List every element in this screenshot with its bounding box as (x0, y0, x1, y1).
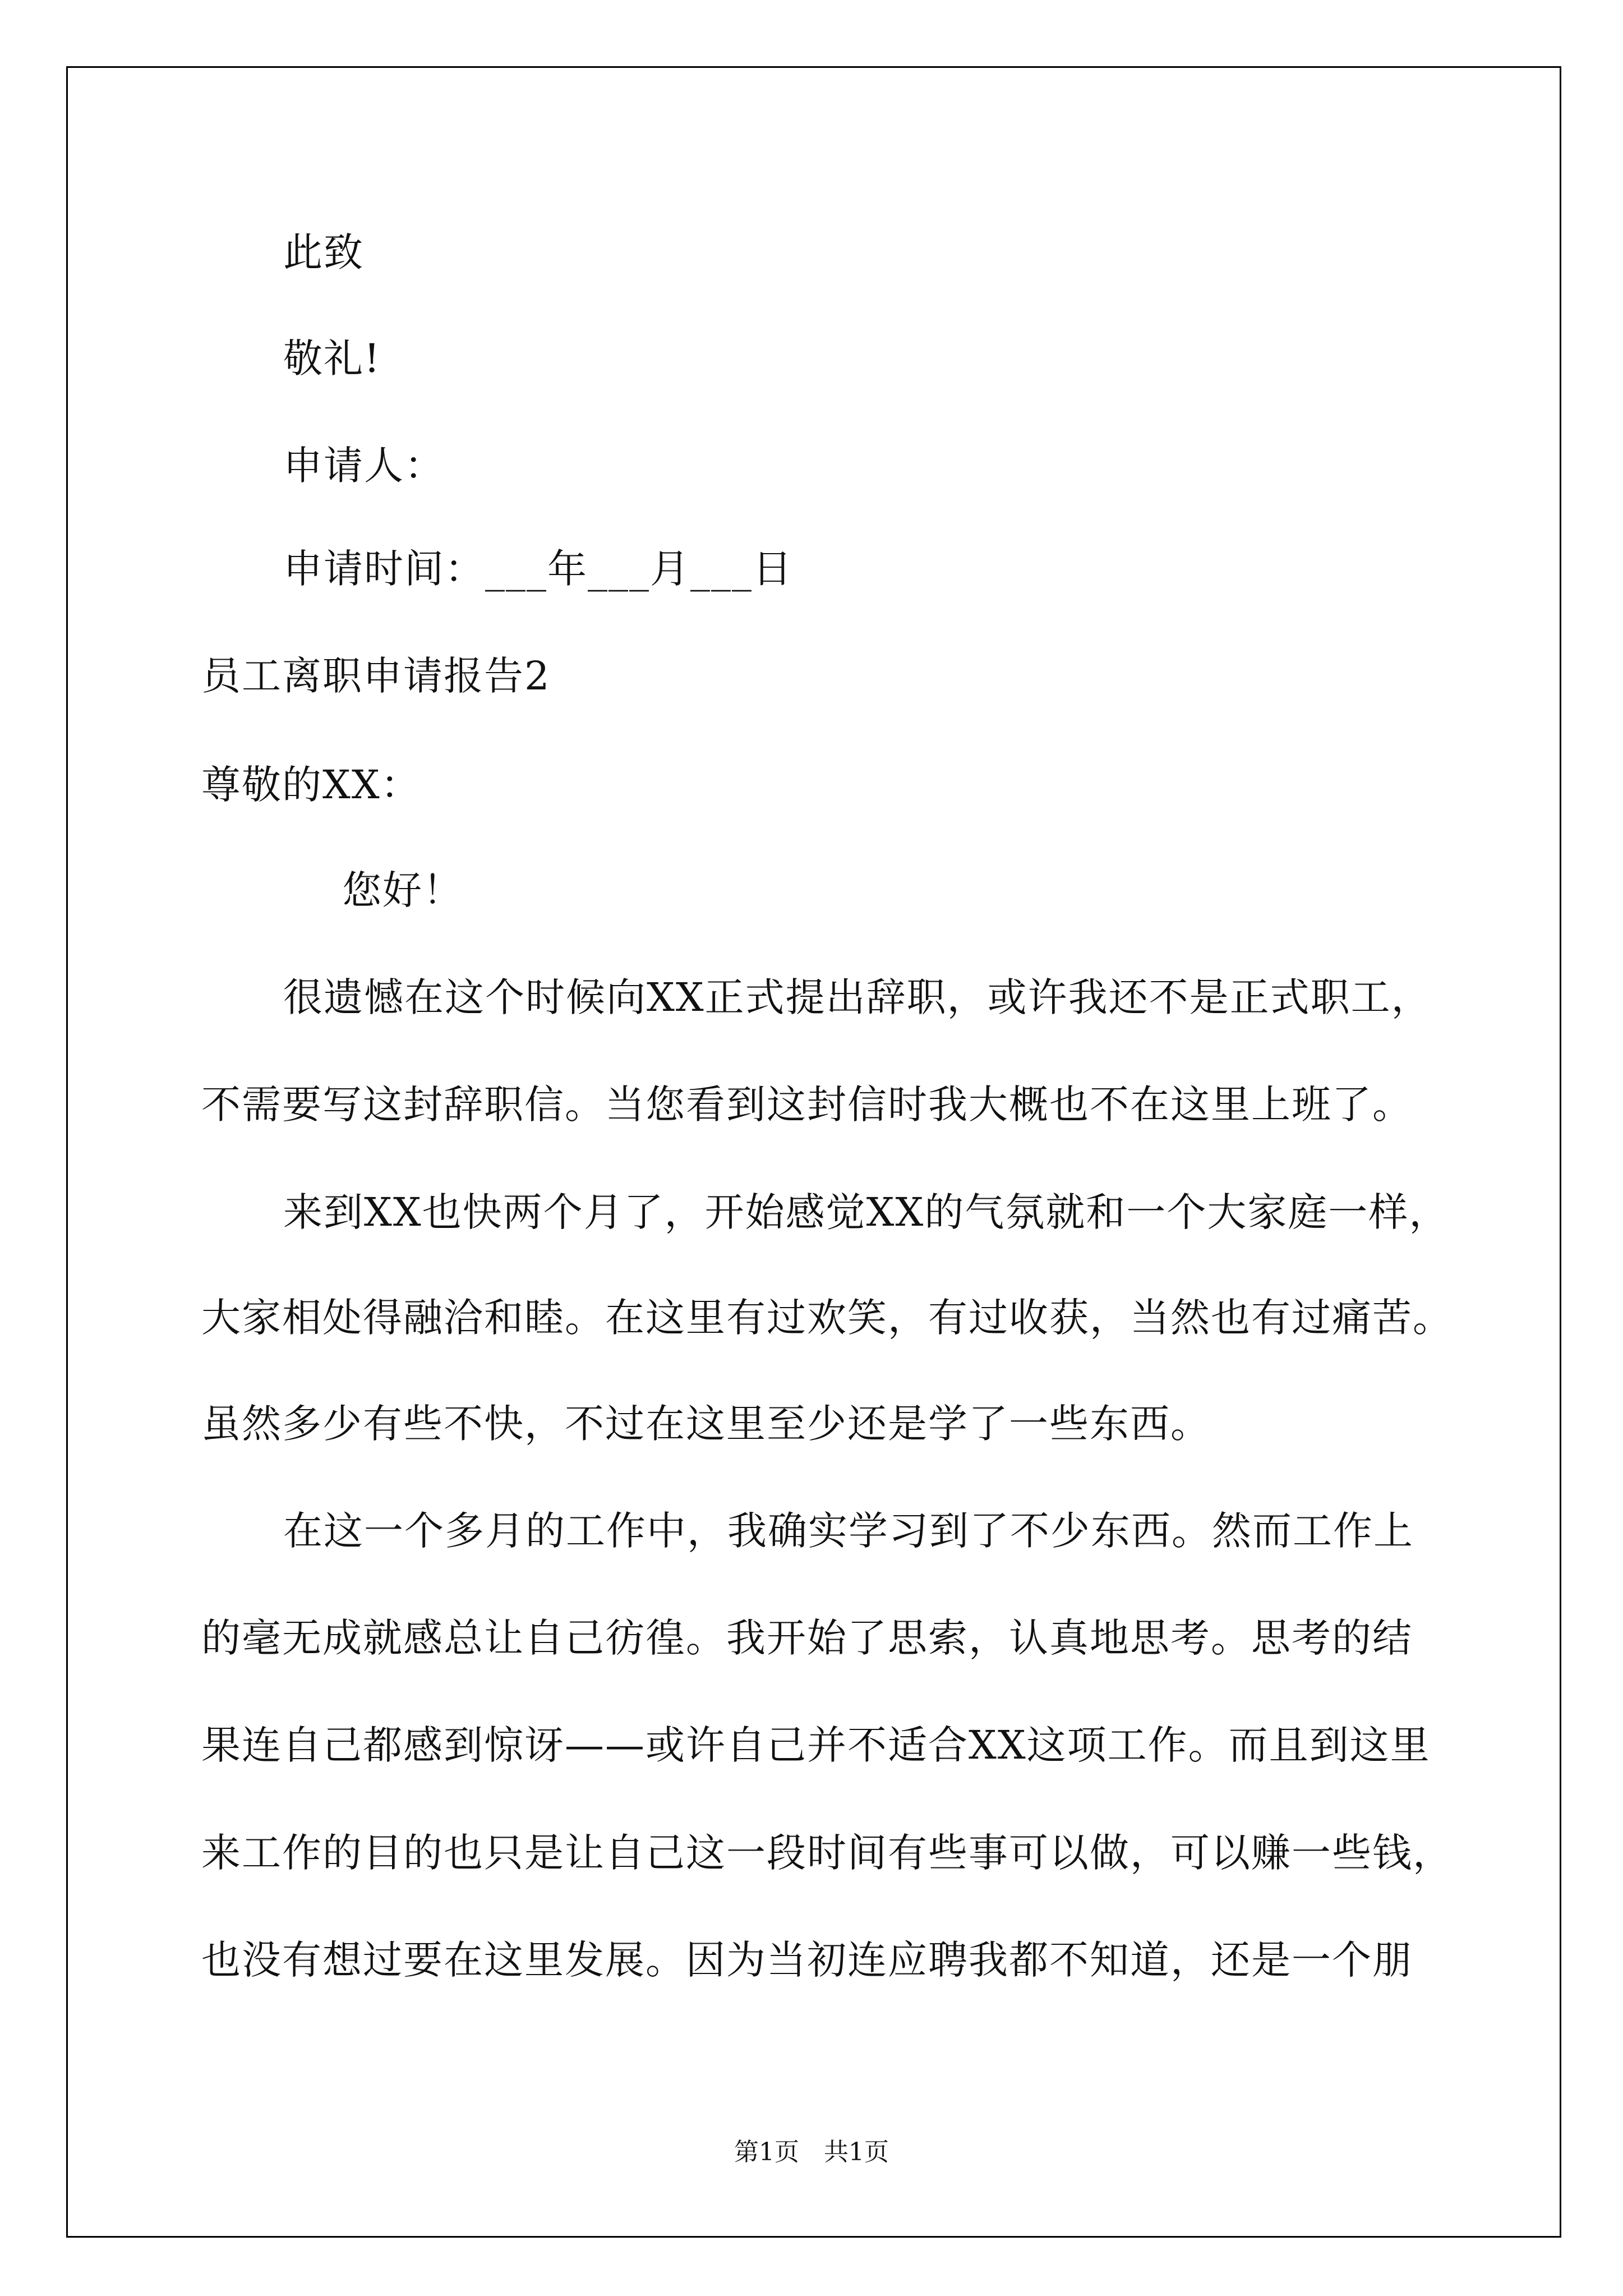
body-line: 来到XX也快两个月了，开始感觉XX的气氛就和一个大家庭一样， (283, 1189, 1450, 1235)
body-line: 在这一个多月的工作中，我确实学习到了不少东西。然而工作上 (283, 1508, 1414, 1554)
body-line: 不需要写这封辞职信。当您看到这封信时我大概也不在这里上班了。 (201, 1082, 1413, 1128)
body-line: 虽然多少有些不快，不过在这里至少还是学了一些东西。 (201, 1401, 1211, 1447)
body-line: 也没有想过要在这里发展。因为当初连应聘我都不知道，还是一个朋 (201, 1937, 1413, 1983)
addressee-line: 尊敬的XX： (201, 762, 421, 808)
greeting-line: 您好！ (342, 867, 463, 913)
body-line: 大家相处得融洽和睦。在这里有过欢笑，有过收获，当然也有过痛苦。 (201, 1295, 1453, 1341)
body-line: 的毫无成就感总让自己彷徨。我开始了思索，认真地思考。思考的结 (201, 1615, 1413, 1661)
page-border (66, 66, 1561, 2238)
closing-salutation: 此致 (283, 229, 364, 275)
page-number-footer: 第1页 共1页 (734, 2138, 889, 2166)
application-date-line: 申请时间：___年___月___日 (283, 546, 793, 592)
applicant-line: 申请人： (283, 443, 445, 489)
closing-regards: 敬礼! (283, 335, 381, 381)
body-line: 很遗憾在这个时候向XX正式提出辞职，或许我还不是正式职工， (283, 974, 1432, 1020)
body-line: 果连自己都感到惊讶——或许自己并不适合XX这项工作。而且到这里 (201, 1722, 1431, 1768)
body-line: 来工作的目的也只是让自己这一段时间有些事可以做，可以赚一些钱， (201, 1830, 1453, 1876)
report-title: 员工离职申请报告2 (201, 653, 551, 699)
